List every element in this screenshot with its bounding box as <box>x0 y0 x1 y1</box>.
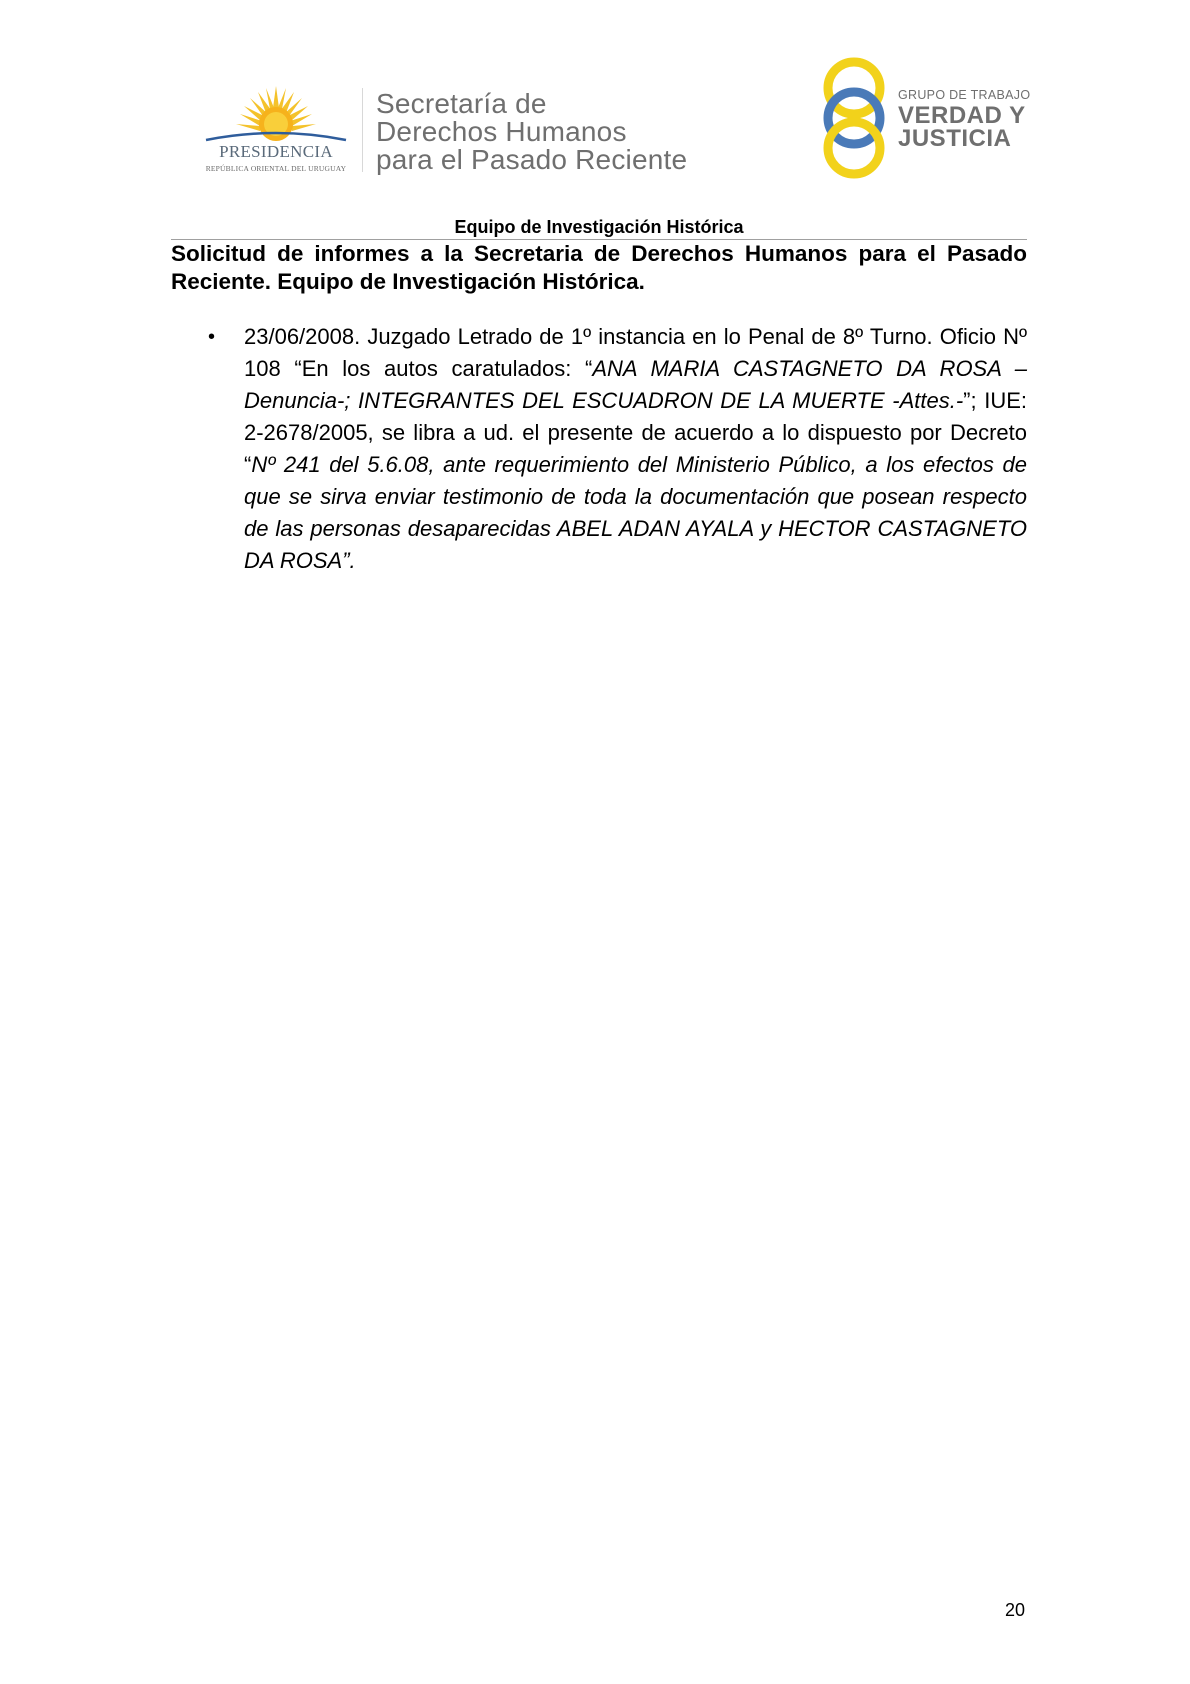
secretaria-line-2: Derechos Humanos <box>376 116 627 147</box>
grupo-justicia: JUSTICIA <box>898 125 1012 152</box>
presidencia-logo <box>196 78 356 178</box>
secretaria-line-3: para el Pasado Reciente <box>376 144 688 175</box>
presidencia-subtitle: REPÚBLICA ORIENTAL DEL URUGUAY <box>205 164 347 173</box>
document-title: Solicitud de informes a la Secretaria de Derechos Humanos para el Pasado Reciente. Equipo de Investigación Histórica. <box>171 241 1027 294</box>
verdad-justicia-logo <box>820 54 1040 184</box>
secretaria-logo-text <box>376 90 687 174</box>
interlocking-rings-icon <box>820 54 892 184</box>
grupo-label: GRUPO DE TRABAJO <box>898 88 1031 102</box>
logo-divider <box>362 88 363 172</box>
page-number: 20 <box>1004 1600 1026 1620</box>
team-header: Equipo de Investigación Histórica <box>454 217 744 237</box>
header-logos <box>0 0 1190 200</box>
grupo-verdad: VERDAD Y <box>898 102 1026 129</box>
entry-case-name: ANA MARIA CASTAGNETO DA ROSA – Denuncia-; INTEGRANTES DEL ESCUADRON DE LA MUERTE -Attes.- <box>244 356 1027 413</box>
entry-iue: ”; IUE: 2-2678/2005, se libra a ud. el presente de acuerdo a lo dispuesto por Decreto “ <box>244 388 1027 477</box>
bullet-icon: • <box>208 326 216 348</box>
presidencia-name: PRESIDENCIA <box>219 142 333 161</box>
entry-decree: Nº 241 del 5.6.08, ante requerimiento del Ministerio Público, a los efectos de que se sirva enviar testimonio de toda la documentación que posean respecto de las personas desaparecidas ABEL ADAN AYALA y HECTOR CASTAGNETO DA ROSA”. <box>244 452 1027 573</box>
entry-date-court: 23/06/2008. Juzgado Letrado de 1º instancia en lo Penal de 8º Turno. Oficio Nº 108 “En los autos caratulados: “ <box>244 324 1027 381</box>
sun-emblem-icon <box>196 78 356 148</box>
secretaria-line-1: Secretaría de <box>376 88 547 119</box>
entry-text <box>244 321 1027 577</box>
